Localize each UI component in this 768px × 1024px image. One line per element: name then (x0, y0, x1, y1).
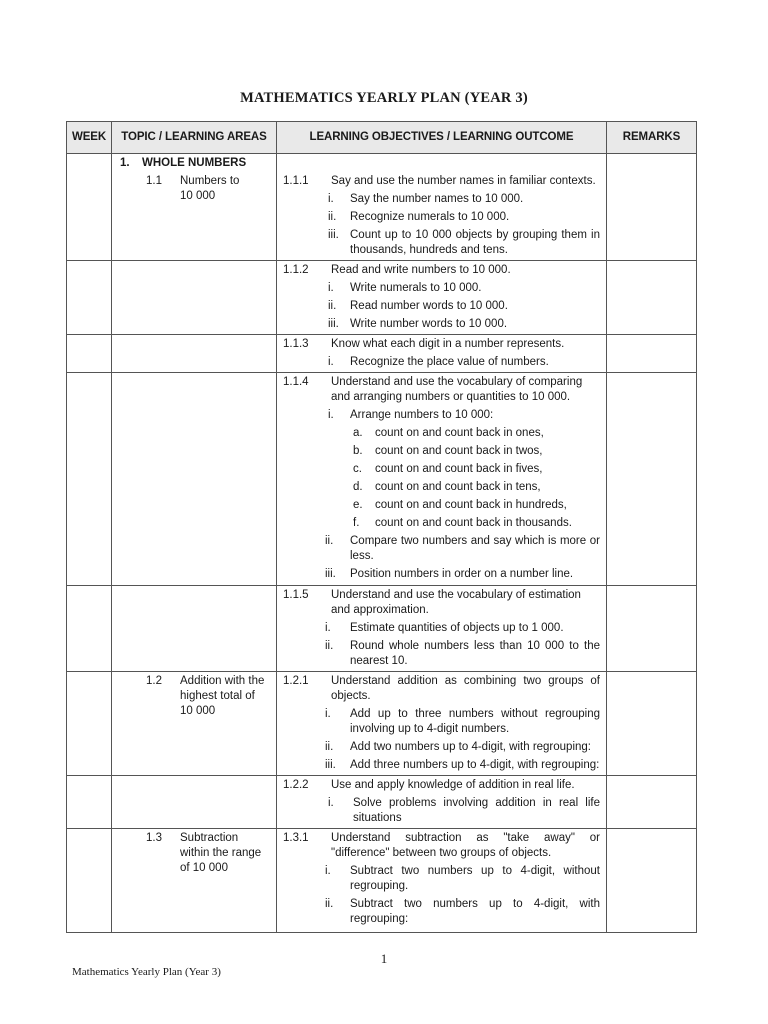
topic-cell (112, 373, 277, 586)
objective-code: 1.1.2 (283, 264, 309, 276)
remarks-cell (607, 586, 697, 672)
objective-code: 1.1.3 (283, 338, 309, 350)
remarks-cell (607, 261, 697, 335)
week-cell (67, 154, 112, 261)
subtopic: 1.2 Addition with the highest total of 10 000 (146, 675, 265, 717)
topic-cell (112, 829, 277, 933)
objective-text: Understand and use the vocabulary of estimation and approximation. (331, 589, 581, 616)
outcome-item: i. Arrange numbers to 10 000: (328, 409, 494, 421)
outcome-item: i. Recognize the place value of numbers. (328, 356, 549, 368)
objectives-cell (277, 335, 607, 373)
objective-code: 1.2.1 (283, 675, 309, 687)
outcome-item: iii. Count up to 10 000 objects by grouping them in thousands, hundreds and tens. (328, 229, 600, 256)
table-row (67, 335, 697, 373)
topic-cell (112, 776, 277, 829)
yearly-plan-table (66, 121, 697, 933)
topic-cell (112, 586, 277, 672)
objectives-cell (277, 154, 607, 261)
outcome-item: iii. Add three numbers up to 4-digit, with regrouping: (325, 759, 600, 771)
sub-outcome-item: f. count on and count back in thousands. (353, 517, 572, 529)
outcome-item: ii. Recognize numerals to 10 000. (328, 211, 510, 223)
remarks-cell (607, 776, 697, 829)
remarks-cell (607, 829, 697, 933)
objective-code: 1.1.5 (283, 589, 309, 601)
header-objectives: LEARNING OBJECTIVES / LEARNING OUTCOME (277, 122, 607, 154)
document-title: MATHEMATICS YEARLY PLAN (YEAR 3) (240, 90, 528, 106)
header-week: WEEK (67, 122, 112, 154)
objectives-cell (277, 829, 607, 933)
topic-heading: 1. WHOLE NUMBERS (120, 157, 247, 169)
header-topic: TOPIC / LEARNING AREAS (112, 122, 277, 154)
remarks-cell (607, 335, 697, 373)
week-cell (67, 261, 112, 335)
outcome-item: iii. Position numbers in order on a number line. (325, 568, 574, 580)
subtopic: 1.1 Numbers to 10 000 (146, 175, 240, 202)
outcome-item: ii. Read number words to 10 000. (328, 300, 508, 312)
outcome-item: i. Estimate quantities of objects up to 1 000. (325, 622, 564, 634)
table-row (67, 154, 697, 261)
objective-text: Use and apply knowledge of addition in real life. (331, 779, 575, 791)
subtopic: 1.3 Subtraction within the range of 10 000 (146, 832, 262, 874)
outcome-item: ii. Add two numbers up to 4-digit, with regrouping: (325, 741, 591, 753)
outcome-item: i. Subtract two numbers up to 4-digit, without regrouping. (325, 865, 600, 892)
table-row (67, 373, 697, 586)
remarks-cell (607, 672, 697, 776)
week-cell (67, 829, 112, 933)
outcome-item: ii. Subtract two numbers up to 4-digit, with regrouping: (325, 898, 600, 925)
header-remarks: REMARKS (607, 122, 697, 154)
objectives-cell (277, 261, 607, 335)
topic-cell (112, 261, 277, 335)
objective-code: 1.3.1 (283, 832, 309, 844)
sub-outcome-item: a. count on and count back in ones, (353, 427, 544, 439)
outcome-item: ii. Compare two numbers and say which is more or less. (325, 535, 600, 562)
week-cell (67, 373, 112, 586)
objective-code: 1.2.2 (283, 779, 309, 791)
objectives-cell (277, 776, 607, 829)
objective-text: Know what each digit in a number represents. (331, 338, 565, 350)
table-row (67, 776, 697, 829)
remarks-cell (607, 154, 697, 261)
objective-code: 1.1.1 (283, 175, 309, 187)
objective-code: 1.1.4 (283, 376, 309, 388)
outcome-item: i. Say the number names to 10 000. (328, 193, 524, 205)
week-cell (67, 335, 112, 373)
objective-text: Say and use the number names in familiar contexts. (331, 175, 596, 187)
table-row (67, 586, 697, 672)
topic-cell (112, 335, 277, 373)
table-row (67, 261, 697, 335)
objectives-cell (277, 586, 607, 672)
objective-text: Understand subtraction as "take away" or "difference" between two groups of objects. (331, 832, 600, 859)
outcome-item: i. Write numerals to 10 000. (328, 282, 482, 294)
week-cell (67, 586, 112, 672)
topic-cell (112, 154, 277, 261)
sub-outcome-item: b. count on and count back in twos, (353, 445, 543, 457)
objective-text: Understand and use the vocabulary of comparing and arranging numbers or quantities to 10 000. (331, 376, 583, 403)
table-row (67, 829, 697, 933)
week-cell (67, 776, 112, 829)
objectives-cell (277, 373, 607, 586)
sub-outcome-item: c. count on and count back in fives, (353, 463, 543, 475)
objective-text: Read and write numbers to 10 000. (331, 264, 511, 276)
table-header-row (67, 122, 697, 154)
remarks-cell (607, 373, 697, 586)
objectives-cell (277, 672, 607, 776)
outcome-item: i. Solve problems involving addition in real life situations (328, 797, 600, 824)
objective-text: Understand addition as combining two groups of objects. (331, 675, 600, 702)
outcome-item: ii. Round whole numbers less than 10 000 to the nearest 10. (325, 640, 600, 667)
outcome-item: iii. Write number words to 10 000. (328, 318, 508, 330)
page-footer: Mathematics Yearly Plan (Year 3) (72, 966, 221, 978)
page-number: 1 (380, 951, 388, 966)
outcome-item: i. Add up to three numbers without regrouping involving up to 4-digit numbers. (325, 708, 600, 735)
sub-outcome-item: e. count on and count back in hundreds, (353, 499, 567, 511)
sub-outcome-item: d. count on and count back in tens, (353, 481, 541, 493)
table-row (67, 672, 697, 776)
topic-cell (112, 672, 277, 776)
week-cell (67, 672, 112, 776)
